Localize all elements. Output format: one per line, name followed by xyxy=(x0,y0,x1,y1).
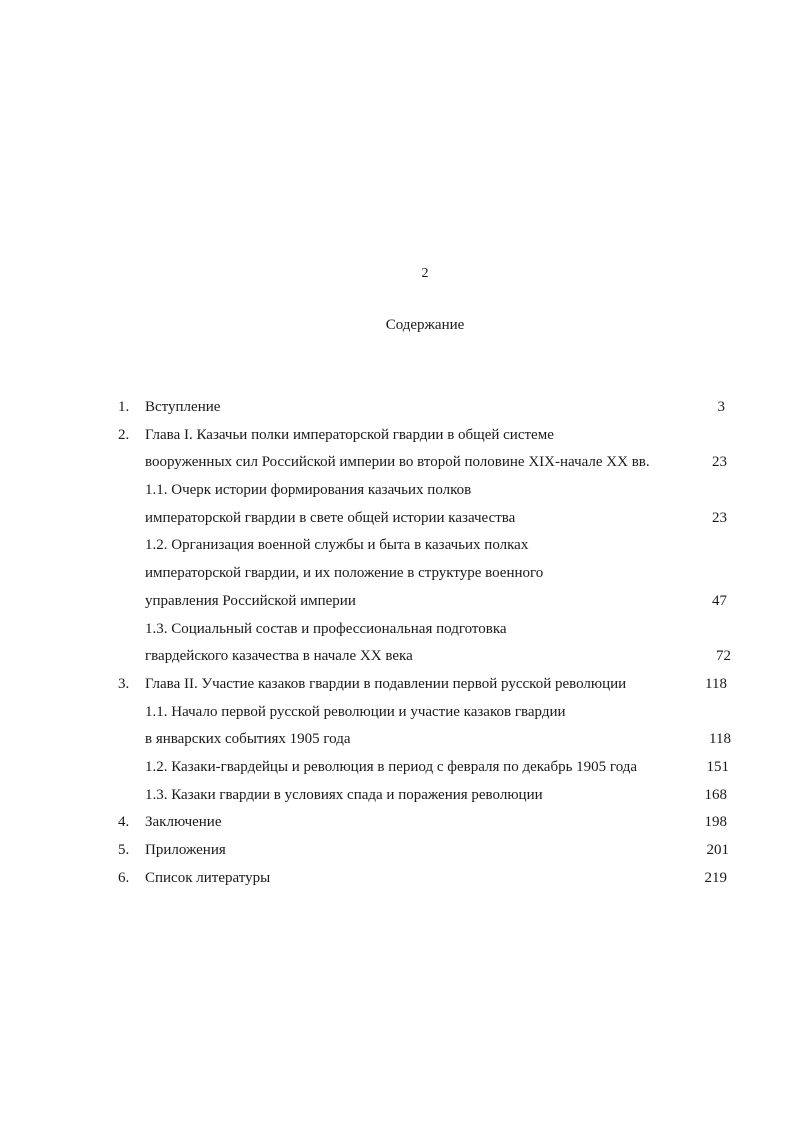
toc-entry-section-1-2 xyxy=(0,532,793,560)
toc-entry-text: 1.2. Казаки-гвардейцы и революция в период с февраля по декабрь 1905 года xyxy=(145,758,638,775)
toc-entry-page: 72 xyxy=(716,648,731,665)
toc-entry-number: 6. xyxy=(118,869,130,886)
toc-entry-text: вооруженных сил Российской империи во второй половине XIX-начале XX вв. xyxy=(145,454,650,471)
toc-entry-page: 3 xyxy=(717,399,725,415)
toc-entry-chapter-1 xyxy=(0,422,793,450)
toc-entry-conclusion xyxy=(0,809,793,837)
toc-entry-section-1-3 xyxy=(0,616,793,644)
toc-entry-appendices xyxy=(0,837,793,865)
toc-entry-text: 1.2. Организация военной службы и быта в казачьих полках xyxy=(145,537,529,554)
toc-entry-text: управления Российской империи xyxy=(145,592,356,609)
toc-entry-text: Глава I. Казачьи полки императорской гвардии в общей системе xyxy=(145,426,554,443)
toc-entry-chapter-2 xyxy=(0,671,793,699)
toc-entry-section-2-3 xyxy=(0,782,793,810)
toc-entry-text: Глава II. Участие казаков гвардии в подавлении первой русской революции xyxy=(145,675,627,692)
toc-entry-section-1-3-cont xyxy=(0,643,793,671)
toc-entry-number: 1. xyxy=(118,399,130,415)
toc-entry-number: 3. xyxy=(118,675,130,692)
toc-entry-number: 4. xyxy=(118,814,130,831)
toc-entry-intro xyxy=(0,394,793,422)
toc-entry-text: Приложения xyxy=(145,842,226,858)
toc-entry-section-2-1-cont xyxy=(0,726,793,754)
toc-entry-section-2-2 xyxy=(0,754,793,782)
toc-entry-text: 1.3. Казаки гвардии в условиях спада и поражения революции xyxy=(145,786,543,803)
toc-entry-page: 198 xyxy=(704,814,727,831)
table-of-contents xyxy=(0,394,793,892)
toc-entry-page: 118 xyxy=(705,675,727,692)
toc-entry-section-1-1 xyxy=(0,477,793,505)
toc-entry-section-2-1 xyxy=(0,699,793,727)
toc-entry-text: 1.3. Социальный состав и профессиональная подготовка xyxy=(145,620,507,637)
toc-entry-text: императорской гвардии, и их положение в структуре военного xyxy=(145,565,544,582)
toc-entry-section-1-1-cont xyxy=(0,505,793,533)
toc-entry-page: 168 xyxy=(704,786,727,803)
toc-entry-chapter-1-cont xyxy=(0,449,793,477)
toc-entry-page: 118 xyxy=(709,731,731,748)
toc-entry-page: 219 xyxy=(704,869,727,886)
toc-entry-text: Список литературы xyxy=(145,869,271,886)
toc-entry-section-1-2-cont xyxy=(0,560,793,588)
toc-entry-page: 151 xyxy=(706,758,729,775)
toc-entry-text: Вступление xyxy=(145,399,221,415)
toc-entry-text: 1.1. Очерк истории формирования казачьих полков xyxy=(145,482,472,499)
toc-entry-number: 2. xyxy=(118,426,130,443)
toc-entry-page: 201 xyxy=(706,842,729,858)
toc-entry-number: 5. xyxy=(118,842,130,858)
toc-entry-text: Заключение xyxy=(145,814,222,831)
toc-title: Содержание xyxy=(385,317,465,333)
toc-entry-text: императорской гвардии в свете общей истории казачества xyxy=(145,509,516,526)
toc-entry-page: 47 xyxy=(712,592,727,609)
toc-entry-text: гвардейского казачества в начале XX века xyxy=(145,648,413,665)
page-number: 2 xyxy=(421,266,429,281)
toc-entry-text: 1.1. Начало первой русской революции и участие казаков гвардии xyxy=(145,703,566,720)
toc-entry-text: в январских событиях 1905 года xyxy=(145,731,351,748)
toc-entry-page: 23 xyxy=(712,509,727,526)
toc-entry-bibliography xyxy=(0,865,793,893)
toc-entry-section-1-2-cont xyxy=(0,588,793,616)
toc-entry-page: 23 xyxy=(712,454,727,471)
